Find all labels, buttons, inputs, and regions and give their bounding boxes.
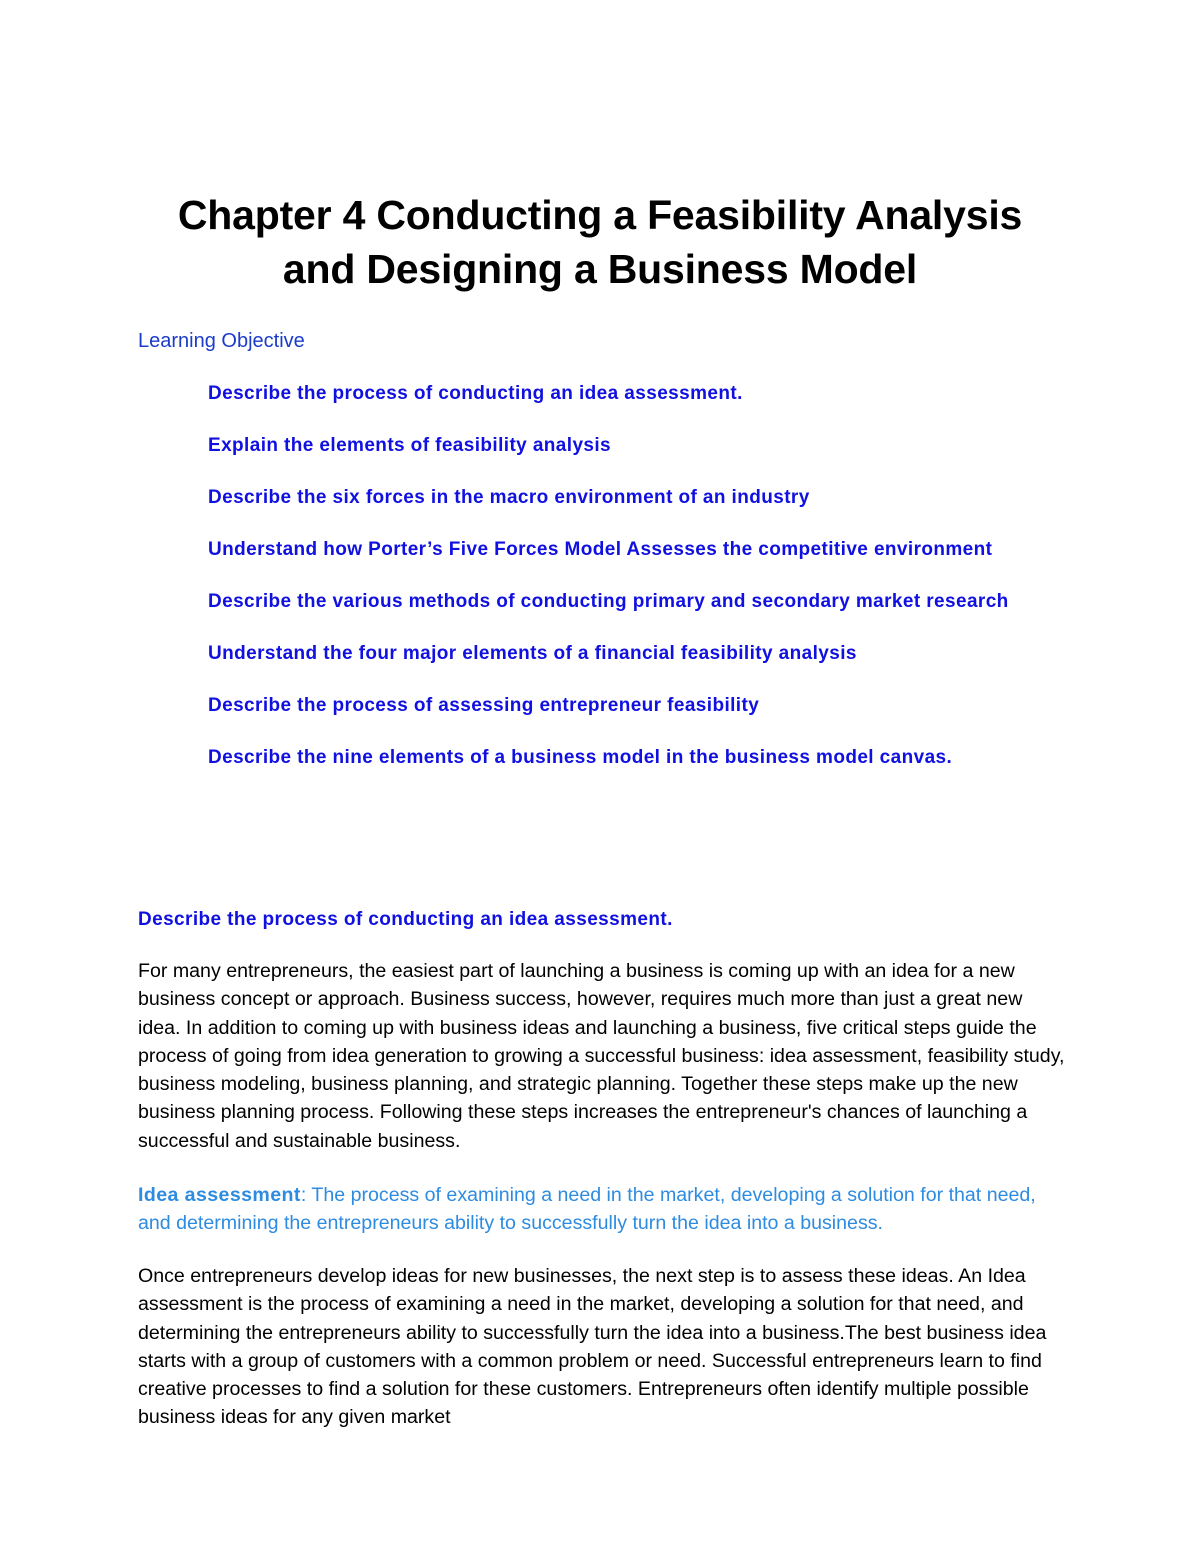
learning-objective-heading: Learning Objective xyxy=(138,330,305,352)
objective-item: Describe the nine elements of a business model in the business model canvas. xyxy=(208,747,953,768)
definition-text: : The process of examining a need in the market, developing a solution for that need, and determining the entrepreneurs ability to successfully turn the idea into a business. xyxy=(138,1184,1036,1235)
objective-item: Understand how Porter’s Five Forces Model Assesses the competitive environment xyxy=(208,539,993,560)
chapter-title-line-2: and Designing a Business Model xyxy=(282,246,918,292)
chapter-title-line-1: Chapter 4 Conducting a Feasibility Analysis xyxy=(177,192,1023,238)
definition-paragraph xyxy=(138,1181,1068,1238)
chapter-title xyxy=(100,188,1100,296)
learning-objectives-list xyxy=(208,380,1028,796)
body-paragraph-2: Once entrepreneurs develop ideas for new businesses, the next step is to assess these ideas. An Idea assessment is the process of examining a need in the market, developing a solution for that need, and determining the entrepreneurs ability to successfully turn the idea into a business.The best business idea starts with a group of customers with a common problem or need. Successful entrepreneurs learn to find creative processes to find a solution for these customers. Entrepreneurs often identify multiple possible business ideas for any given market xyxy=(138,1265,1047,1429)
objective-item: Describe the various methods of conducting primary and secondary market research xyxy=(208,591,1009,612)
objective-item: Describe the process of conducting an idea assessment. xyxy=(208,383,743,404)
objective-item: Explain the elements of feasibility analysis xyxy=(208,435,612,456)
definition-term: Idea assessment xyxy=(138,1184,301,1206)
objective-item: Describe the six forces in the macro environment of an industry xyxy=(208,487,810,508)
section-heading: Describe the process of conducting an idea assessment. xyxy=(138,909,673,930)
body-paragraph-1: For many entrepreneurs, the easiest part of launching a business is coming up with an idea for a new business concept or approach. Business success, however, requires much more than just a great new idea. In addition to coming up with business ideas and launching a business, five critical steps guide the process of going from idea generation to growing a successful business: idea assessment, feasibility study, business modeling, business planning, and strategic planning. Together these steps make up the new business planning process. Following these steps increases the entrepreneur's chances of launching a successful and sustainable business. xyxy=(138,960,1065,1152)
objective-item: Describe the process of assessing entrepreneur feasibility xyxy=(208,695,760,716)
objective-item: Understand the four major elements of a financial feasibility analysis xyxy=(208,643,857,664)
